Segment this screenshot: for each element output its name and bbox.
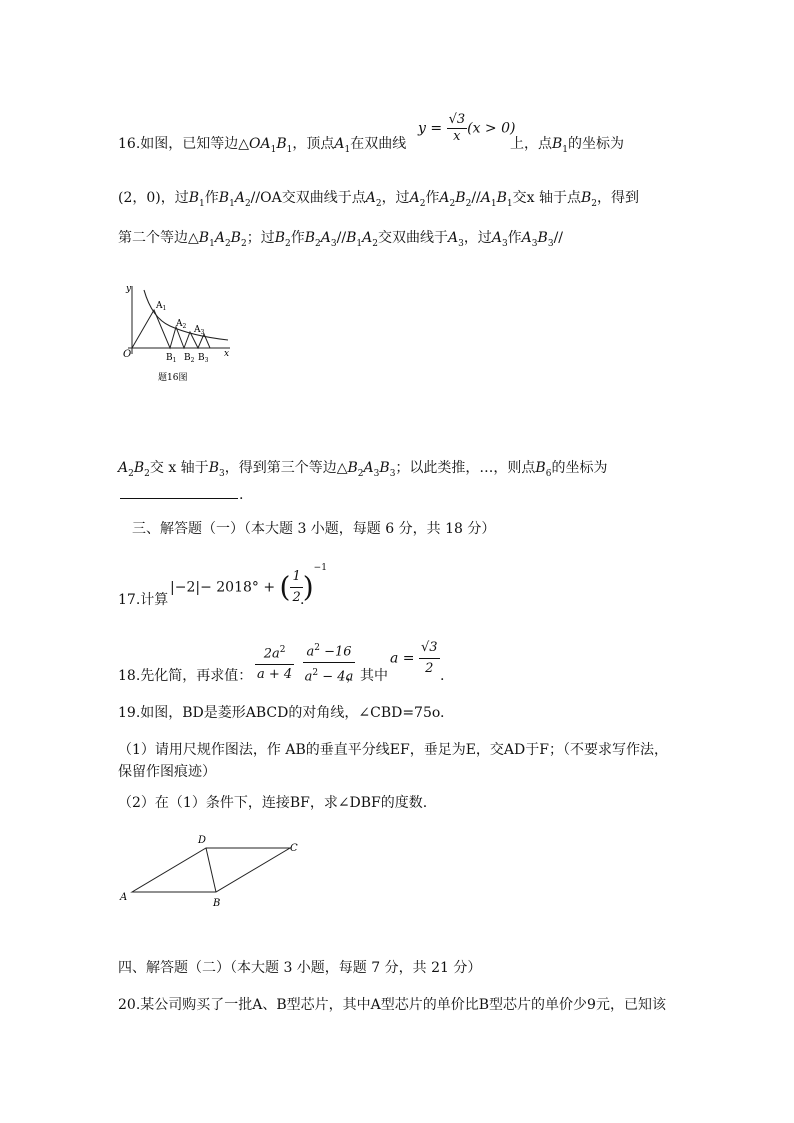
q16-on-curve: 在双曲线 xyxy=(350,136,407,152)
math-B1: $B_1$ xyxy=(552,136,569,155)
math-OA1B1: $OA_1B_1$ xyxy=(249,136,293,155)
q16-line2: (2，0)，过$B_1$作$B_1A_2//OA$交双曲线于点$A_2$，过$A_2$作$A_2B_2//A_1B_1$交x 轴于点$B_2$，得到 xyxy=(118,190,640,209)
q16-l2a: (2，0)，过 xyxy=(118,190,189,206)
q16-l2h: ，得到 xyxy=(597,190,640,206)
q16-prefix: 16.如图，已知等边△ xyxy=(118,136,250,152)
q16-l4a: 交 x 轴于 xyxy=(149,460,209,476)
figure-caption: 题16图 xyxy=(158,373,188,382)
section4-title: 四、解答题（二）（本大题 3 小题，每题 7 分，共 21 分） xyxy=(118,960,482,976)
q17-label: 17.计算 xyxy=(118,592,169,608)
q16-l4c: ；以此类推，…，则点 xyxy=(395,460,536,476)
q16-hyperbola: y = $\frac{√3}{x}$ (x > 0) xyxy=(418,112,516,144)
q18-expression: $\frac{2a^2}{a + 4}$ $\frac{a^2 -16}{a^2 - 4a}$ xyxy=(255,638,355,688)
q16-line1-tail xyxy=(510,134,624,160)
svg-text:A3: $A_3$ xyxy=(194,325,205,336)
q18-label: 18.先化简，再求值： xyxy=(118,668,253,684)
svg-text:B1: $B_1$ xyxy=(166,353,177,364)
q17-end: . xyxy=(300,592,305,608)
q16-line3: 第二个等边$\triangle B_1A_2B_2$；过$B_2$作$B_2A_3//B_1A_2$交双曲线于$A_3$，过$A_3$作$A_3B_3//$ xyxy=(118,230,563,249)
q19-stem: 19.如图，BD是菱形ABCD的对角线，∠CBD=75o. xyxy=(118,705,445,721)
math-A1: $A_1$ xyxy=(334,136,351,155)
q16-coord-text: 的坐标为 xyxy=(568,136,625,152)
q16-l2d: ，过 xyxy=(381,190,410,206)
q16-line4: $A_2B_2$交 x 轴于$B_3$，得到第三个等边$\triangle B_2A_3B_3$；以此类推，…，则点$B_6$的坐标为 xyxy=(118,460,608,479)
svg-text:B3: $B_3$ xyxy=(198,353,209,364)
svg-text:C: C xyxy=(290,843,298,854)
q16-l3f: ，过 xyxy=(463,230,492,246)
svg-text:D: D xyxy=(198,835,207,846)
q16-curve-tail: 上，点 xyxy=(510,136,552,152)
q16-vertex-text: ，顶点 xyxy=(292,136,335,152)
q19-rhombus-figure xyxy=(116,830,306,910)
q16-l2e: 作 xyxy=(425,190,440,206)
q17-expression: |−2|− 2018° + ( $\frac{1}{2}$ )$^{-1}$ xyxy=(170,562,327,605)
q16-l4b: ，得到第三个等边△ xyxy=(224,460,348,476)
q16-l3g: 作 xyxy=(507,230,522,246)
q16-l3a: 第二个等边△ xyxy=(118,230,199,246)
q18-end: . xyxy=(440,668,445,684)
answer-blank xyxy=(120,498,238,499)
svg-text:y: y xyxy=(126,284,132,294)
q19-part2: （2）在（1）条件下，连接BF，求∠DBF的度数. xyxy=(118,795,428,811)
q16-l3c: 作 xyxy=(290,230,305,246)
q16-l2f: // xyxy=(471,190,481,206)
q18-mid: ，其中 xyxy=(346,668,388,684)
q18-a-value: a = $\frac{√3}{2}$ xyxy=(390,640,438,676)
svg-text:A1: $A_1$ xyxy=(156,301,167,312)
svg-text:B2: $B_2$ xyxy=(184,353,195,364)
q16-l2c: //OA交双曲线于点 xyxy=(250,190,366,206)
svg-text:A2: $A_2$ xyxy=(176,319,187,330)
svg-text:B: B xyxy=(213,898,221,909)
svg-text:x: x xyxy=(224,349,230,359)
q16-l2g: 交x 轴于点 xyxy=(512,190,581,206)
q20-text: 20.某公司购买了一批A、B型芯片，其中A型芯片的单价比B型芯片的单价少9元，已知该 xyxy=(118,997,666,1013)
q19-part1-line2: 保留作图痕迹） xyxy=(118,764,216,780)
q16-figure xyxy=(118,282,233,382)
q16-l3e: 交双曲线于 xyxy=(377,230,448,246)
q16-l4d: 的坐标为 xyxy=(551,460,608,476)
q19-part1-line1: （1）请用尺规作图法，作 AB的垂直平分线EF，垂足为E，交AD于F；（不要求写作法， xyxy=(118,742,668,758)
svg-text:A: A xyxy=(120,892,128,903)
q16-line1 xyxy=(118,134,406,160)
q16-l3d: // xyxy=(336,230,347,246)
q16-l2b: 作 xyxy=(204,190,219,206)
svg-text:O: O xyxy=(123,349,132,360)
q16-blank-end: . xyxy=(239,487,244,503)
q16-l3h: // xyxy=(553,230,563,246)
q16-l3b: ；过 xyxy=(246,230,275,246)
section3-title: 三、解答题（一）（本大题 3 小题，每题 6 分，共 18 分） xyxy=(132,521,496,537)
